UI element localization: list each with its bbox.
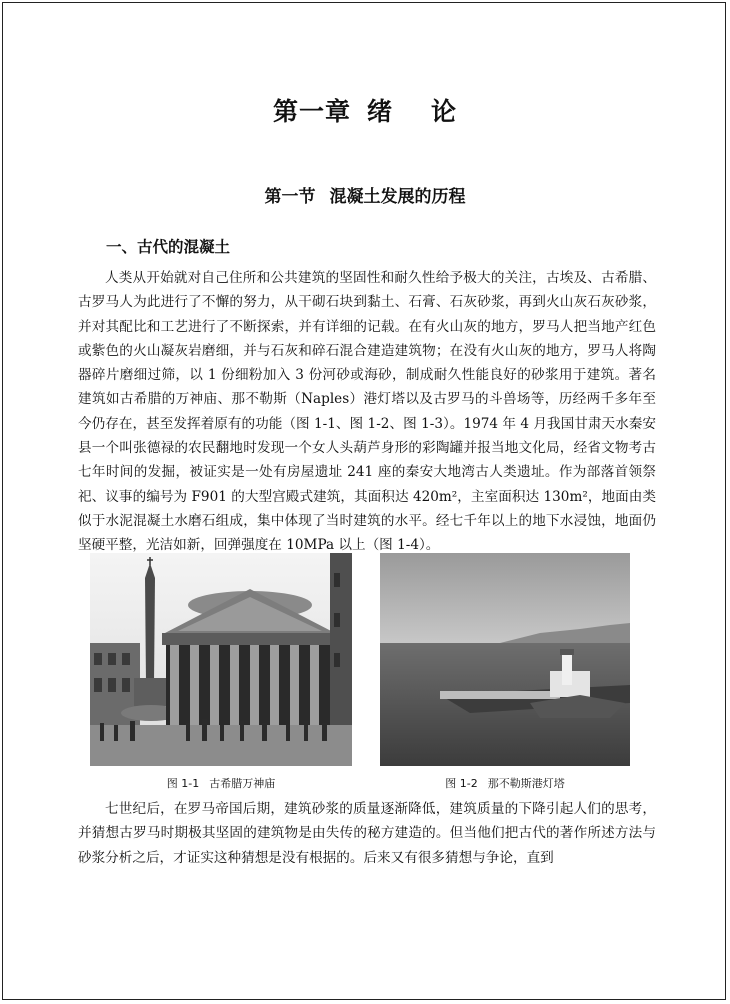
figure-1-2-title: 那不勒斯港灯塔 <box>487 777 565 790</box>
figure-1-1-number: 图 1-1 <box>166 777 200 790</box>
body-paragraph-1: 人类从开始就对自己住所和公共建筑的坚固性和耐久性给予极大的关注，古埃及、古希腊、古罗马人为此进行了不懈的努力，从干砌石块到黏土、石膏、石灰砂浆，再到火山灰石灰砂浆，并对其配比和工艺进行了不断探索，并有详细的记载。在有火山灰的地方，罗马人把当地产红色或紫色的火山凝灰岩磨细，并与石灰和碎石混合建造建筑物；在没有火山灰的地方，罗马人将陶器碎片磨细过筛，以 1 份细粉加入 3 份河砂或海砂，制成耐久性能良好的砂浆用于建筑。著名建筑如古希腊的万神庙、那不勒斯（Naples）港灯塔以及古罗马的斗兽场等，历经两千多年至今仍存在，甚至发挥着原有的功能（图 1-1、图 1-2、图 1-3）。1974 年 4 月我国甘肃天水秦安县一个叫张德禄的农民翻地时发现一个女人头葫芦身形的彩陶罐并报当地文化局，经省文物考古七年时间的发掘，被证实是一处有房屋遗址 241 座的秦安大地湾古人类遗址。作为部落首领祭祀、议事的编号为 F901 的大型宫殿式建筑，其面积达 420m²，主室面积达 130m²，地面由类似于水泥混凝土水磨石组成，集中体现了当时建筑的水平。经七千年以上的地下水浸蚀，地面仍坚硬平整，光洁如新，回弹强度在 10MPa 以上（图 1-4）。 <box>78 270 656 554</box>
chapter-title <box>0 92 730 128</box>
subsection-title: 一、古代的混凝土 <box>106 238 231 256</box>
figure-1-1 <box>90 553 352 791</box>
section-title <box>0 182 730 207</box>
figure-1-2 <box>380 553 630 791</box>
chapter-title-a: 绪 <box>366 97 393 126</box>
figure-1-1-title: 古希腊万神庙 <box>209 777 276 790</box>
body-paragraph-2: 七世纪后，在罗马帝国后期，建筑砂浆的质量逐渐降低，建筑质量的下降引起人们的思考，并猜想古罗马时期极其坚固的建筑物是由失传的秘方建造的。但当他们把古代的著作所述方法与砂浆分析之后，才证实这种猜想是没有根据的。后来又有很多猜想与争论，直到 <box>78 801 656 866</box>
section-label: 第一节 <box>264 187 316 207</box>
figure-1-1-caption <box>90 775 352 791</box>
figure-1-2-caption <box>380 775 630 791</box>
chapter-label: 第一章 <box>272 97 351 126</box>
section-name: 混凝土发展的历程 <box>329 187 466 207</box>
pantheon-photo <box>90 553 352 766</box>
lighthouse-photo <box>380 553 630 766</box>
figure-1-2-number: 图 1-2 <box>445 777 478 790</box>
chapter-title-b: 论 <box>431 97 458 126</box>
